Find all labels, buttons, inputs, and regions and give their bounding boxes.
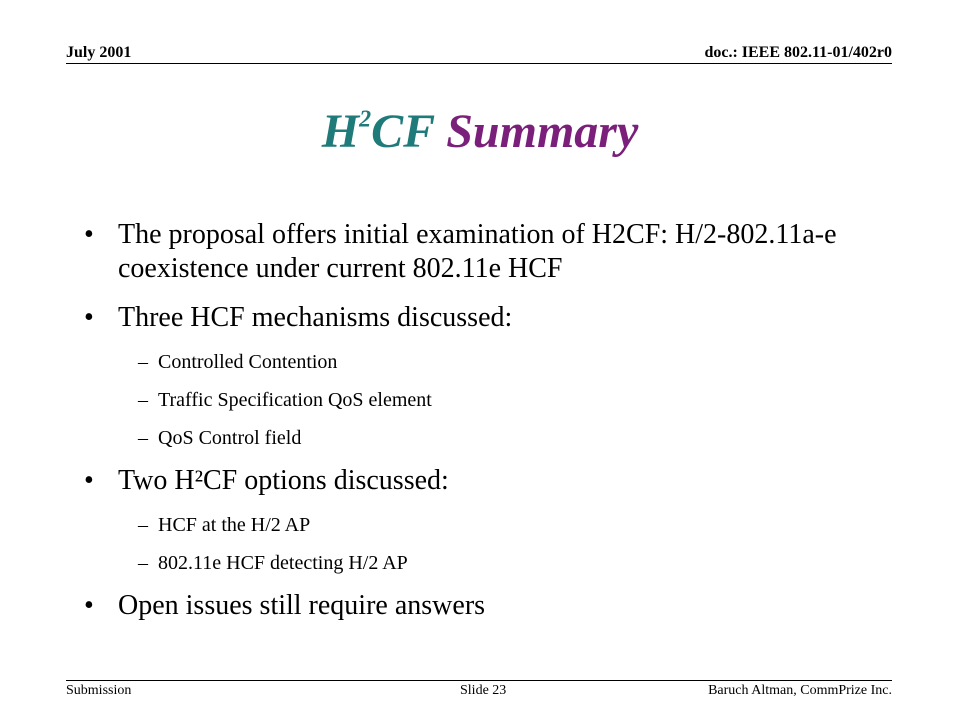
bullet-item: [82, 589, 842, 623]
dash-icon: –: [138, 552, 148, 574]
footer-submission: Submission: [66, 683, 132, 698]
title-h: H: [321, 105, 360, 158]
dash-icon: –: [138, 351, 148, 373]
sub-bullet-item: [82, 513, 842, 537]
bullet-item: [82, 464, 842, 498]
sub-bullet-item: [82, 350, 842, 374]
sub-bullet-text: HCF at the H/2 AP: [158, 514, 311, 536]
bullet-dot-icon: •: [84, 219, 94, 250]
slide-title: [0, 104, 960, 160]
header-divider: [66, 63, 892, 64]
title-summary: Summary: [446, 105, 639, 158]
sub-bullet-text: 802.11e HCF detecting H/2 AP: [158, 552, 408, 574]
dash-icon: –: [138, 514, 148, 536]
bullet-text: Three HCF mechanisms discussed:: [118, 302, 513, 333]
sub-bullet-item: [82, 551, 842, 575]
sub-bullet-item: [82, 426, 842, 450]
bullet-text: Open issues still require answers: [118, 590, 486, 621]
sub-bullet-text: QoS Control field: [158, 427, 302, 449]
bullet-dot-icon: •: [84, 590, 94, 621]
title-superscript: 2: [359, 106, 372, 133]
bullet-item: [82, 218, 842, 286]
title-cf: CF: [371, 105, 435, 158]
sub-bullet-item: [82, 388, 842, 412]
header-doc-id: doc.: IEEE 802.11-01/402r0: [704, 44, 892, 61]
footer-divider: [66, 680, 892, 681]
header-date: July 2001: [66, 44, 132, 61]
sub-bullet-text: Traffic Specification QoS element: [158, 389, 432, 411]
bullet-dot-icon: •: [84, 302, 94, 333]
dash-icon: –: [138, 389, 148, 411]
bullet-text: The proposal offers initial examination of H2CF: H/2-802.11a-e coexistence under current 802.11e HCF: [118, 219, 837, 284]
bullet-text: Two H²CF options discussed:: [118, 465, 449, 496]
sub-bullet-text: Controlled Contention: [158, 351, 338, 373]
bullet-item: [82, 301, 842, 335]
footer-author: Baruch Altman, CommPrize Inc.: [708, 683, 892, 698]
bullet-list: [82, 218, 842, 638]
footer-slide-number: Slide 23: [460, 683, 507, 698]
bullet-dot-icon: •: [84, 465, 94, 496]
dash-icon: –: [138, 427, 148, 449]
